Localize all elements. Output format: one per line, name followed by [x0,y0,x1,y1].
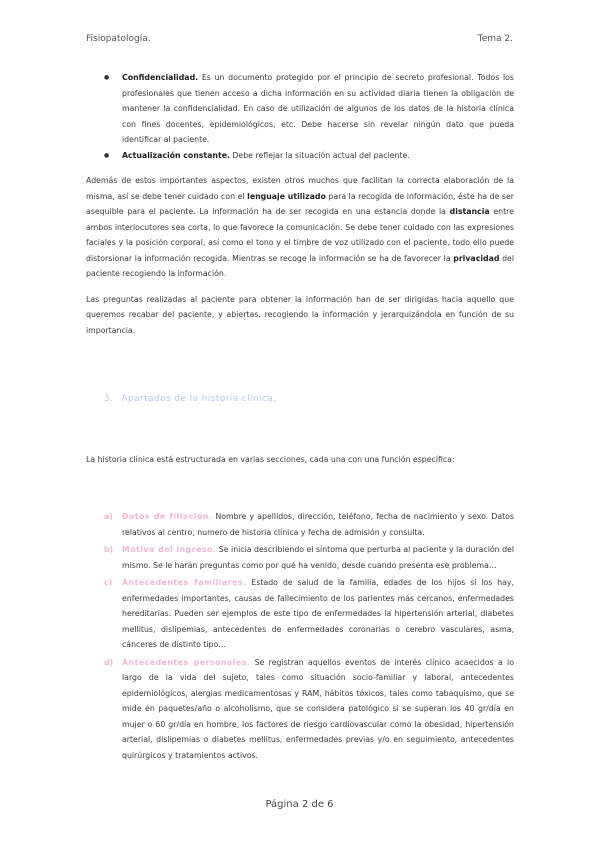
list-item-datos-filiacion [86,509,514,540]
list-item-confidencialidad [86,70,514,148]
para1-text-1: Además de estos importantes aspectos, existen otros muchos que facilitan la correcta elaboración de la misma, así se debe tener cuidado con el [86,176,514,201]
para1-text-4: del paciente recogiendo la información. [86,253,514,278]
term-confidencialidad: Confidencialidad. [122,73,199,82]
list-item-actualizacion [86,148,514,164]
para1-text-2: para la recogida de información, éste ha de ser asequible para el paciente. La información ha de ser recogida en una estancia donde la [86,191,514,216]
item-title: Datos de filiación. [122,512,213,521]
item-letter: a) [104,512,113,521]
item-title: Antecedentes personales. [122,657,251,667]
header-topic: Tema 2. [477,34,513,44]
para1-text-3: entre ambos interlocutores sea corta, lo que favorece la comunicación. Se debe tener cuidado con las expresiones faciales y la posición corporal, así como el tono y el timbre de voz utilizado con el paciente, todo ello puede distorsionar la información recogida. Mientras se recoge la información se ha de favorecer la [86,207,515,263]
section-title-text: Apartados de la historia clínica. [121,394,277,404]
item-text: Se inicia describiendo el síntoma que perturba al paciente y la duración del mismo. Se le harán preguntas como por qué ha venido, desde cuando presenta ese problema… [122,545,514,570]
requirements-list [86,70,514,163]
page-content [86,70,514,765]
section-heading [86,392,514,408]
header-subject: Fisiopatología. [86,34,151,44]
item-title: Antecedentes familiares. [122,578,247,587]
item-title: Motivo del ingreso. [122,545,217,554]
list-item-antecedentes-familiares [86,575,514,653]
term-privacidad: privacidad [453,253,500,263]
term-lenguaje: lenguaje utilizado [247,191,326,201]
item-text: Nombre y apellidos, dirección, teléfono, fecha de nacimiento y sexo. Datos relativos al centro, numero de historia clínica y fecha de admisión y consulta. [122,512,515,537]
paragraph-aspects [86,173,514,282]
item-text: Se registran aquellos eventos de interés clínico acaecidos a lo largo de la vida del sujeto, tales como situación socio-familiar y laboral, antecedentes epidemiológicos, alergias medicamentosas y RAM, hábitos tóxicos, tales como tabaquismo, que se mide en paquetes/año o alcoholismo, que se considera patológico si se superan los 40 gr/día en mujer o 60 gr/día en hombre, los factores de riesgo cardiovascular como la obesidad, hipertensión arterial, dislipemias o diabetes mellitus, enfermedades previas y/o en seguimiento, antecedentes quirúrgicos y tratamientos activos. [122,657,514,760]
text-actualizacion: Debe reflejar la situación actual del paciente. [229,150,410,160]
text-confidencialidad: Es un documento protegido por el principio de secreto profesional. Todos los profesionales que tienen acceso a dicha información en su actividad diaria tienen la obligación de mantener la confidencialidad. En caso de utilización de algunos de los datos de la historia clínica con fines docentes, epidemiológicos, etc. Debe hacerse sin revelar ningún dato que pueda identificar al paciente. [122,73,514,144]
item-letter: b) [104,545,114,554]
section-number: 3. [104,394,114,404]
sections-list [86,509,514,763]
list-item-motivo-ingreso [86,542,514,573]
paragraph-questions: Las preguntas realizadas al paciente para obtener la información han de ser dirigidas hacia aquello que queremos recabar del paciente, y abiertas, recogiendo la información y jerarquizándola en función de su importancia. [86,294,514,335]
item-text: Estado de salud de la familia, edades de los hijos si los hay, enfermedades importantes, causas de fallecimiento de los parientes más cercanos, enfermedades hereditarias. Pueden ser ejemplos de este tipo de enfermedades la hipertensión arterial, diabetes mellitus, dislipemias, antecedentes de enfermedades coronarias o cerebro vasculares, asma, cánceres de distinto tipo… [122,578,515,649]
term-distancia: distancia [449,207,490,216]
item-letter: c) [104,578,113,587]
item-letter: d) [104,657,114,667]
section-intro: La historia clínica está estructurada en varias secciones, cada una con una función específica: [86,454,455,464]
page-number: Página 2 de 6 [265,799,334,810]
term-actualizacion: Actualización constante. [122,150,230,160]
list-item-antecedentes-personales [86,655,514,764]
